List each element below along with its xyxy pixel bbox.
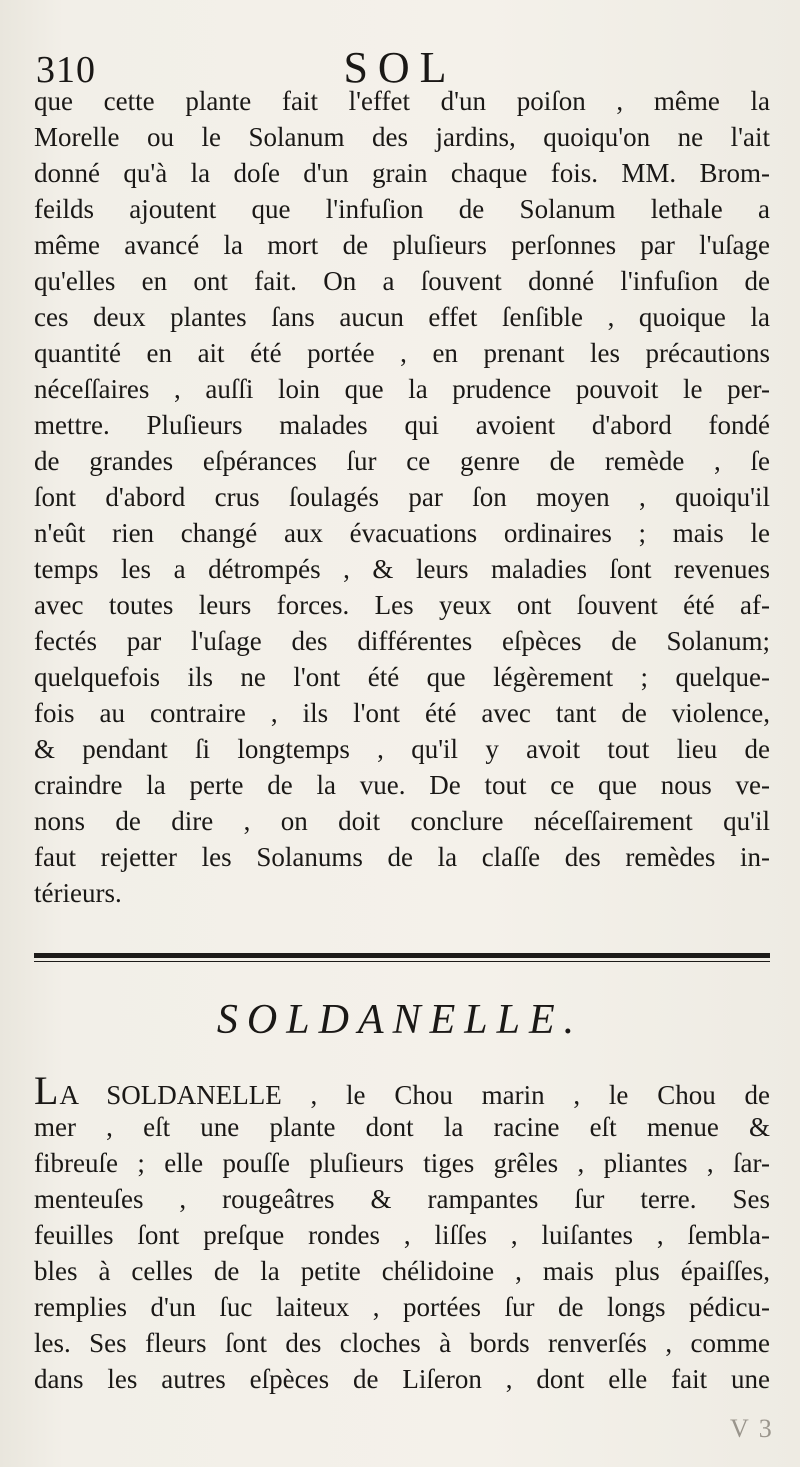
text-line: feuilles ſont preſque rondes , liſſes , luiſantes , ſembla- [34, 1220, 770, 1250]
text-line: fectés par l'uſage des différentes eſpèces de Solanum; [34, 626, 770, 656]
running-head: SOL [343, 43, 457, 92]
text-line: fois au contraire , ils l'ont été avec tant de violence, [34, 698, 770, 728]
text-line: feilds ajoutent que l'infuſion de Solanum lethale a [34, 194, 770, 224]
text-line: bles à celles de la petite chélidoine , mais plus épaiſſes, [34, 1256, 770, 1286]
text-line: mer , eſt une plante dont la racine eſt menue & [34, 1112, 770, 1142]
text-line: donné qu'à la doſe d'un grain chaque fois. MM. Brom- [34, 158, 770, 188]
text-line: térieurs. [34, 878, 122, 908]
text-line: que cette plante fait l'effet d'un poiſon , même la [34, 86, 770, 116]
text-line-first [34, 1068, 770, 1113]
text-line: remplies d'un ſuc laiteux , portées ſur de longs pédicu- [34, 1292, 770, 1322]
text-line: dans les autres eſpèces de Liſeron , dont elle fait une [34, 1364, 770, 1394]
catchword: V 3 [730, 1414, 774, 1443]
first-line-text: A SOLDANELLE , le Chou marin , le Chou de [59, 1080, 770, 1110]
text-line: temps les a détrompés , & leurs maladies ſont revenues [34, 554, 770, 584]
text-line: menteuſes , rougeâtres & rampantes ſur terre. Ses [34, 1184, 770, 1214]
text-line: Morelle ou le Solanum des jardins, quoiqu'on ne l'ait [34, 122, 770, 152]
text-line: ſont d'abord crus ſoulagés par ſon moyen , quoiqu'il [34, 482, 770, 512]
drop-cap: L [34, 1068, 60, 1113]
text-line: nons de dire , on doit conclure néceſſairement qu'il [34, 806, 770, 836]
text-line: fibreuſe ; elle pouſſe pluſieurs tiges grêles , pliantes , ſar- [34, 1148, 770, 1178]
text-line: qu'elles en ont fait. On a ſouvent donné l'infuſion de [34, 266, 770, 296]
continued-paragraph [34, 83, 770, 911]
text-line: quantité en ait été portée , en prenant les précautions [34, 338, 770, 368]
text-line: néceſſaires , auſſi loin que la prudence pouvoit le per- [34, 374, 770, 404]
text-line: mettre. Pluſieurs malades qui avoient d'abord fondé [34, 410, 770, 440]
section-divider [34, 953, 770, 958]
text-line: quelquefois ils ne l'ont été que légèrement ; quelque- [34, 662, 770, 692]
text-line: même avancé la mort de pluſieurs perſonnes par l'uſage [34, 230, 770, 260]
page-number: 310 [36, 49, 96, 91]
text-line: ces deux plantes ſans aucun effet ſenſible , quoique la [34, 302, 770, 332]
text-line: de grandes eſpérances ſur ce genre de remède , ſe [34, 446, 770, 476]
text-line: n'eût rien changé aux évacuations ordinaires ; mais le [34, 518, 770, 548]
text-line: avec toutes leurs forces. Les yeux ont ſouvent été af- [34, 590, 770, 620]
section-title: SOLDANELLE. [216, 997, 584, 1043]
section-paragraph [34, 1068, 770, 1397]
text-line: les. Ses fleurs ſont des cloches à bords renverſés , comme [34, 1328, 770, 1358]
text-line: & pendant ſi longtemps , qu'il y avoit tout lieu de [34, 734, 770, 764]
text-line: faut rejetter les Solanums de la claſſe des remèdes in- [34, 842, 770, 872]
text-line: craindre la perte de la vue. De tout ce que nous ve- [34, 770, 770, 800]
